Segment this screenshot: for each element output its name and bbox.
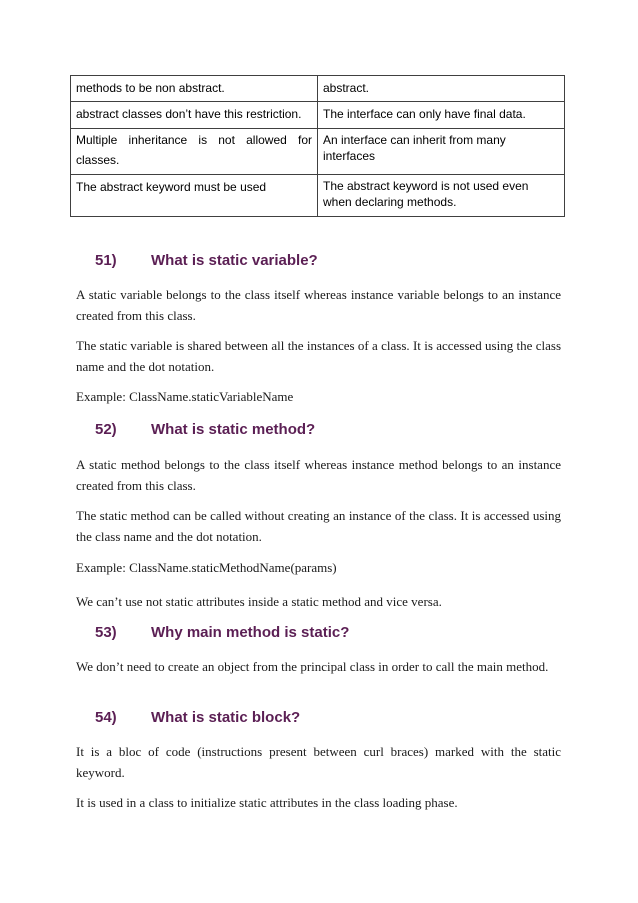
paragraph: The static variable is shared between all the instances of a class. It is accessed using the class name and the dot notation. [76,338,561,374]
comparison-table [70,75,565,217]
paragraph: It is used in a class to initialize static attributes in the class loading phase. [76,795,458,810]
table-cell: abstract classes don’t have this restriction. [71,102,318,129]
table-row [71,175,565,217]
paragraph: Example: ClassName.staticMethodName(params) [76,560,337,575]
table-cell: The interface can only have final data. [318,102,565,129]
paragraph: Example: ClassName.staticVariableName [76,389,294,404]
table-row [71,129,565,175]
section-title: What is static variable? [151,252,318,269]
paragraph: A static method belongs to the class itself whereas instance method belongs to an instance created from this class. [76,457,561,493]
section-number: 54) [95,709,117,726]
section-number: 52) [95,421,117,438]
section-title: Why main method is static? [151,624,350,641]
paragraph: We don’t need to create an object from the principal class in order to call the main method. [76,659,549,674]
section-number: 53) [95,624,117,641]
table-cell: The abstract keyword is not used even when declaring methods. [318,175,565,217]
section-title: What is static method? [151,421,316,438]
table-row [71,76,565,102]
paragraph: It is a bloc of code (instructions present between curl braces) marked with the static keyword. [76,744,561,780]
section-heading-53 [95,624,349,642]
section-heading-54 [95,709,300,727]
paragraph: The static method can be called without creating an instance of the class. It is accessed using the class name and the dot notation. [76,508,561,544]
section-heading-51 [95,252,318,270]
table-cell: methods to be non abstract. [71,76,318,102]
table-cell: An interface can inherit from many interfaces [318,129,565,175]
table-cell: Multiple inheritance is not allowed for classes. [71,129,318,175]
section-number: 51) [95,252,117,269]
table-cell: The abstract keyword must be used [71,175,318,217]
section-heading-52 [95,421,315,439]
section-title: What is static block? [151,709,301,726]
table-cell: abstract. [318,76,565,102]
table-row [71,102,565,129]
paragraph: A static variable belongs to the class itself whereas instance variable belongs to an instance created from this class. [76,287,561,323]
paragraph: We can’t use not static attributes inside a static method and vice versa. [76,594,442,609]
